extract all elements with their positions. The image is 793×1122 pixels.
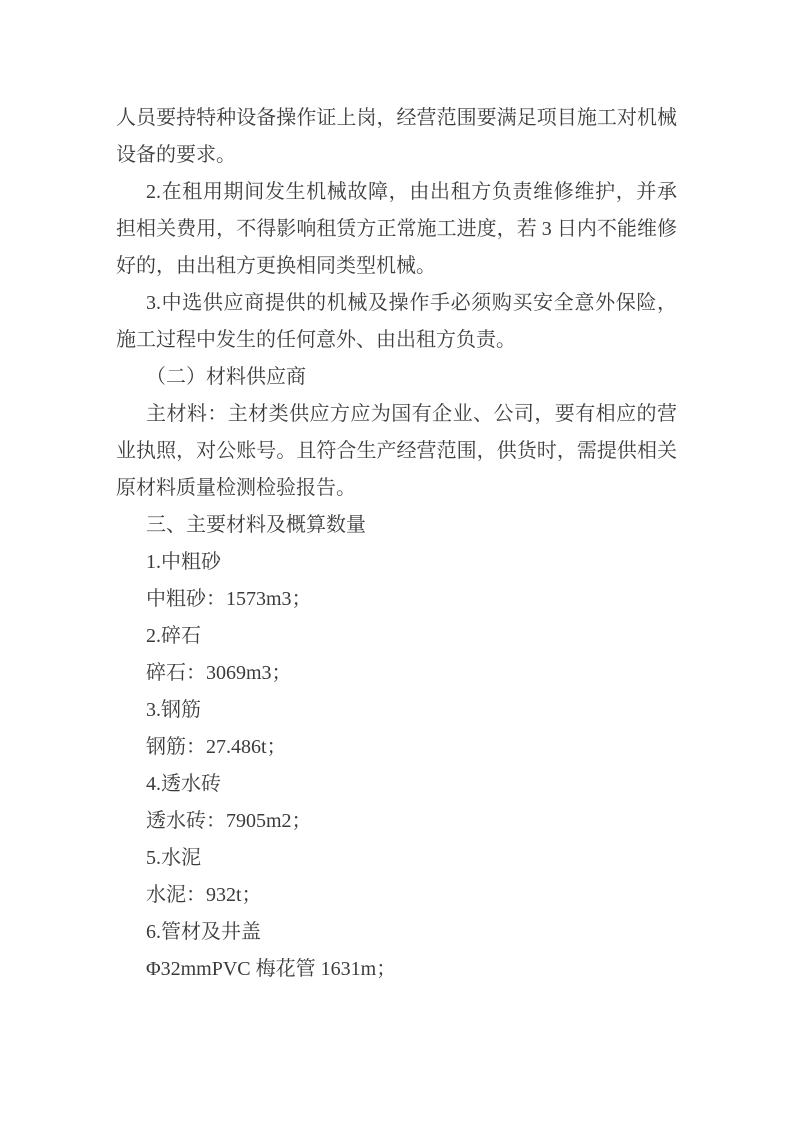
paragraph: 1.中粗砂 [146, 551, 221, 573]
document-text-body [116, 100, 677, 988]
paragraph: 透水砖：7905m2； [146, 810, 312, 832]
paragraph: 4.透水砖 [146, 773, 221, 795]
paragraph: Φ32mmPVC 梅花管 1631m； [146, 958, 397, 980]
paragraph: 钢筋：27.486t； [146, 736, 287, 758]
paragraph: 水泥：932t； [146, 884, 262, 906]
paragraph: 碎石：3069m3； [146, 662, 292, 684]
paragraph: （二）材料供应商 [146, 366, 306, 388]
paragraph: 3.钢筋 [146, 699, 201, 721]
paragraph: 2.碎石 [146, 625, 201, 647]
paragraph: 三、主要材料及概算数量 [146, 514, 366, 536]
paragraph: 中粗砂：1573m3； [146, 588, 312, 610]
paragraph: 6.管材及井盖 [146, 921, 261, 943]
paragraph: 人员要持特种设备操作证上岗，经营范围要满足项目施工对机械设备的要求。 [116, 107, 677, 166]
paragraph: 2.在租用期间发生机械故障，由出租方负责维修维护，并承担相关费用，不得影响租赁方正常施工进度，若 3 日内不能维修好的，由出租方更换相同类型机械。 [116, 181, 677, 277]
paragraph: 主材料：主材类供应方应为国有企业、公司，要有相应的营业执照，对公账号。且符合生产经营范围，供货时，需提供相关原材料质量检测检验报告。 [116, 403, 677, 499]
paragraph: 3.中选供应商提供的机械及操作手必须购买安全意外保险，施工过程中发生的任何意外、由出租方负责。 [116, 292, 677, 351]
paragraph: 5.水泥 [146, 847, 201, 869]
